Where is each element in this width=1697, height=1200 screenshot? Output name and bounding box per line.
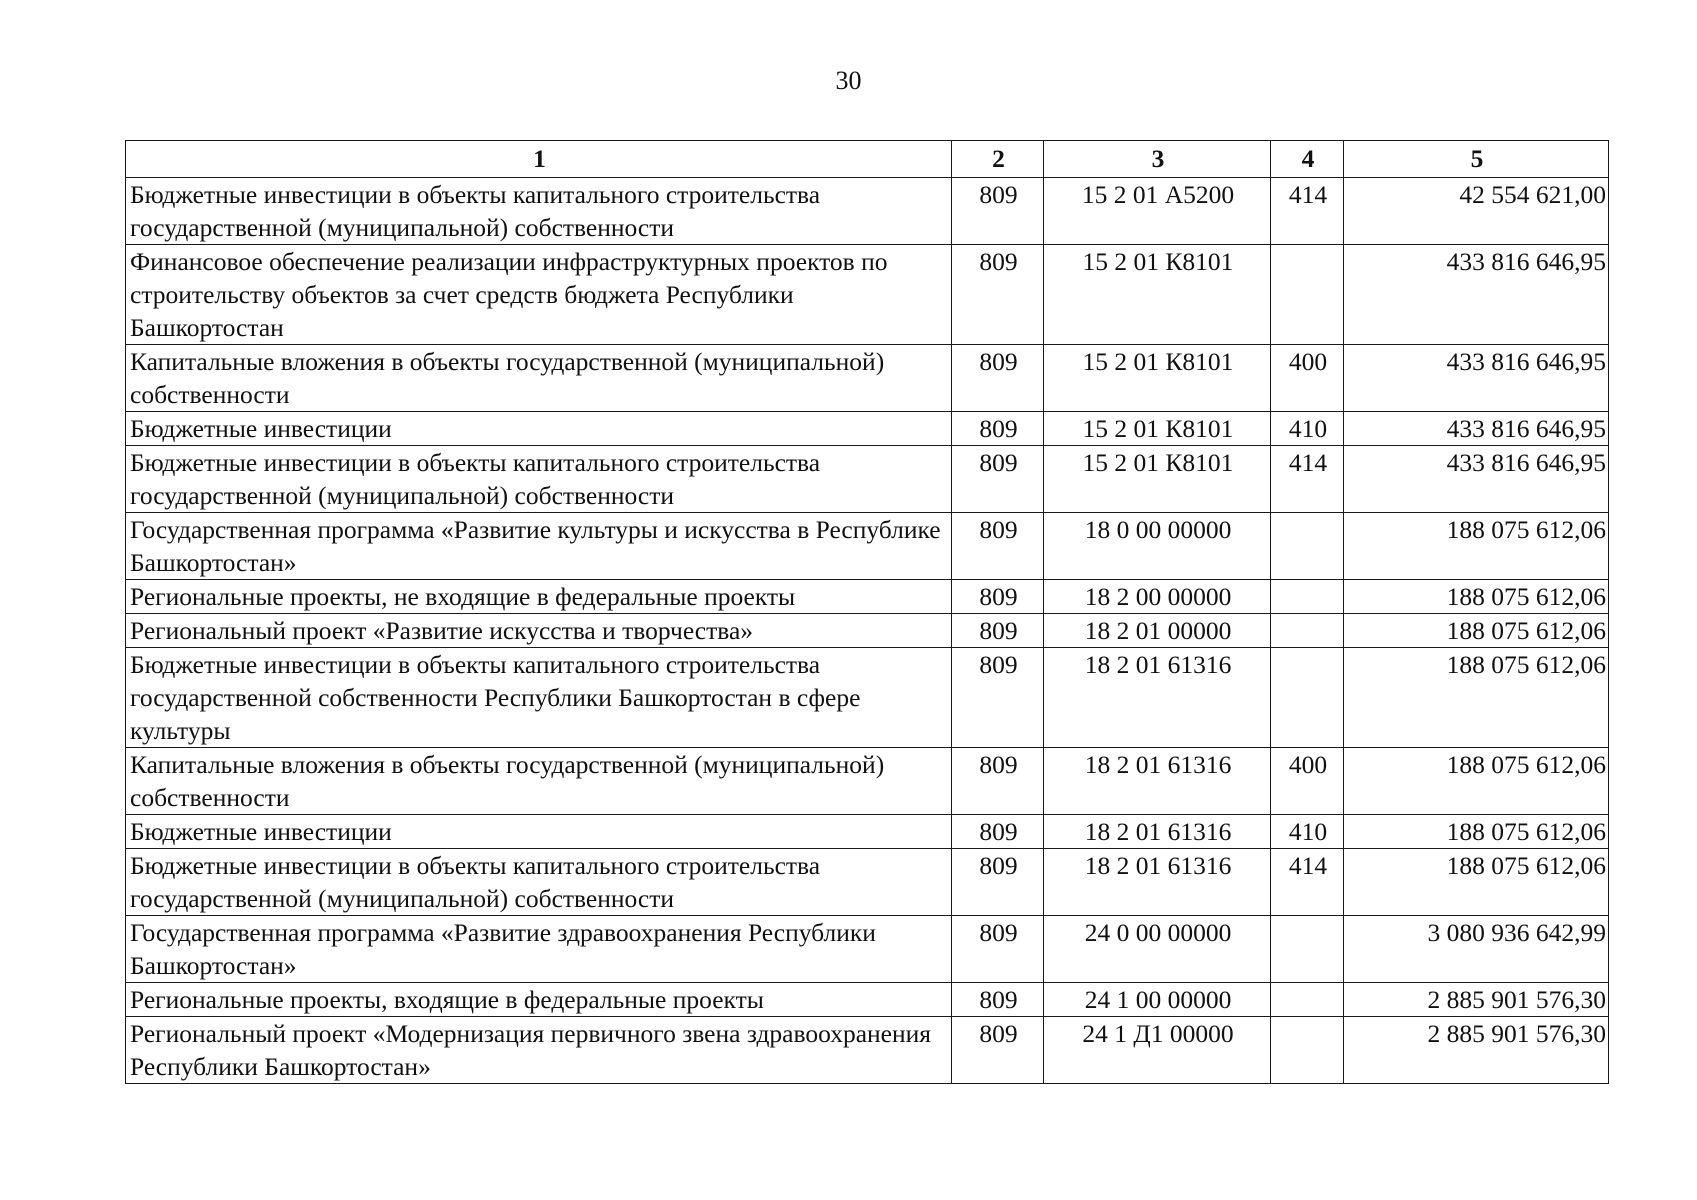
row-name-cell: Региональные проекты, входящие в федеральные проекты — [126, 983, 952, 1017]
row-vr-cell: 414 — [1271, 446, 1344, 513]
table-row — [126, 178, 1609, 245]
row-ved-cell: 809 — [952, 748, 1044, 815]
row-sum-cell: 188 075 612,06 — [1344, 748, 1609, 815]
header-col-3: 3 — [1044, 141, 1271, 178]
row-name-cell: Государственная программа «Развитие здравоохранения Республики Башкортостан» — [126, 916, 952, 983]
row-sum-cell: 188 075 612,06 — [1344, 513, 1609, 580]
row-sum-cell: 433 816 646,95 — [1344, 345, 1609, 412]
header-col-2: 2 — [952, 141, 1044, 178]
table-row — [126, 614, 1609, 648]
row-sum-cell: 3 080 936 642,99 — [1344, 916, 1609, 983]
row-vr-cell — [1271, 1017, 1344, 1084]
row-sum-cell: 188 075 612,06 — [1344, 815, 1609, 849]
row-sum-cell: 433 816 646,95 — [1344, 245, 1609, 345]
row-sum-cell: 42 554 621,00 — [1344, 178, 1609, 245]
row-csr-cell: 15 2 01 К8101 — [1044, 245, 1271, 345]
table-row — [126, 345, 1609, 412]
row-vr-cell — [1271, 916, 1344, 983]
row-sum-cell: 433 816 646,95 — [1344, 412, 1609, 446]
row-ved-cell: 809 — [952, 916, 1044, 983]
row-vr-cell: 414 — [1271, 849, 1344, 916]
row-ved-cell: 809 — [952, 648, 1044, 748]
row-csr-cell: 18 2 00 00000 — [1044, 580, 1271, 614]
table-row — [126, 446, 1609, 513]
row-vr-cell — [1271, 614, 1344, 648]
table-row — [126, 983, 1609, 1017]
table-row — [126, 580, 1609, 614]
row-ved-cell: 809 — [952, 815, 1044, 849]
table-row — [126, 1017, 1609, 1084]
row-csr-cell: 24 0 00 00000 — [1044, 916, 1271, 983]
row-ved-cell: 809 — [952, 446, 1044, 513]
table-row — [126, 245, 1609, 345]
table-row — [126, 513, 1609, 580]
row-vr-cell — [1271, 245, 1344, 345]
row-ved-cell: 809 — [952, 983, 1044, 1017]
row-csr-cell: 18 2 01 61316 — [1044, 849, 1271, 916]
header-col-5: 5 — [1344, 141, 1609, 178]
row-ved-cell: 809 — [952, 345, 1044, 412]
header-col-1: 1 — [126, 141, 952, 178]
row-name-cell: Финансовое обеспечение реализации инфраструктурных проектов по строительству объектов за счет средств бюджета Республики Башкортостан — [126, 245, 952, 345]
row-name-cell: Бюджетные инвестиции в объекты капитального строительства государственной (муниципальной) собственности — [126, 446, 952, 513]
row-vr-cell — [1271, 648, 1344, 748]
row-vr-cell: 400 — [1271, 748, 1344, 815]
row-vr-cell: 410 — [1271, 412, 1344, 446]
table-row — [126, 815, 1609, 849]
row-name-cell: Бюджетные инвестиции — [126, 412, 952, 446]
table-row — [126, 916, 1609, 983]
row-name-cell: Региональный проект «Развитие искусства и творчества» — [126, 614, 952, 648]
row-vr-cell: 414 — [1271, 178, 1344, 245]
row-csr-cell: 15 2 01 А5200 — [1044, 178, 1271, 245]
row-csr-cell: 15 2 01 К8101 — [1044, 412, 1271, 446]
row-csr-cell: 18 2 01 61316 — [1044, 815, 1271, 849]
table-row — [126, 648, 1609, 748]
row-ved-cell: 809 — [952, 245, 1044, 345]
row-csr-cell: 15 2 01 К8101 — [1044, 345, 1271, 412]
row-csr-cell: 18 2 01 00000 — [1044, 614, 1271, 648]
row-ved-cell: 809 — [952, 178, 1044, 245]
row-csr-cell: 15 2 01 К8101 — [1044, 446, 1271, 513]
row-csr-cell: 24 1 00 00000 — [1044, 983, 1271, 1017]
row-vr-cell — [1271, 983, 1344, 1017]
row-name-cell: Бюджетные инвестиции в объекты капитального строительства государственной (муниципальной) собственности — [126, 849, 952, 916]
table-body — [126, 178, 1609, 1084]
row-sum-cell: 188 075 612,06 — [1344, 614, 1609, 648]
row-csr-cell: 18 2 01 61316 — [1044, 748, 1271, 815]
row-sum-cell: 2 885 901 576,30 — [1344, 1017, 1609, 1084]
row-csr-cell: 18 0 00 00000 — [1044, 513, 1271, 580]
row-ved-cell: 809 — [952, 580, 1044, 614]
row-name-cell: Региональный проект «Модернизация первичного звена здравоохранения Республики Башкортостан» — [126, 1017, 952, 1084]
row-vr-cell: 410 — [1271, 815, 1344, 849]
row-vr-cell: 400 — [1271, 345, 1344, 412]
row-csr-cell: 24 1 Д1 00000 — [1044, 1017, 1271, 1084]
table-row — [126, 849, 1609, 916]
row-name-cell: Капитальные вложения в объекты государственной (муниципальной) собственности — [126, 748, 952, 815]
row-ved-cell: 809 — [952, 412, 1044, 446]
row-vr-cell — [1271, 513, 1344, 580]
row-name-cell: Бюджетные инвестиции — [126, 815, 952, 849]
row-sum-cell: 188 075 612,06 — [1344, 849, 1609, 916]
row-name-cell: Бюджетные инвестиции в объекты капитального строительства государственной (муниципальной) собственности — [126, 178, 952, 245]
row-name-cell: Бюджетные инвестиции в объекты капитального строительства государственной собственности Республики Башкортостан в сфере культуры — [126, 648, 952, 748]
row-sum-cell: 433 816 646,95 — [1344, 446, 1609, 513]
table-row — [126, 412, 1609, 446]
table-row — [126, 748, 1609, 815]
row-ved-cell: 809 — [952, 513, 1044, 580]
row-sum-cell: 2 885 901 576,30 — [1344, 983, 1609, 1017]
row-ved-cell: 809 — [952, 1017, 1044, 1084]
row-csr-cell: 18 2 01 61316 — [1044, 648, 1271, 748]
row-vr-cell — [1271, 580, 1344, 614]
header-row — [126, 141, 1609, 178]
row-sum-cell: 188 075 612,06 — [1344, 580, 1609, 614]
header-col-4: 4 — [1271, 141, 1344, 178]
row-name-cell: Государственная программа «Развитие культуры и искусства в Республике Башкортостан» — [126, 513, 952, 580]
page-number: 30 — [835, 66, 862, 95]
row-sum-cell: 188 075 612,06 — [1344, 648, 1609, 748]
row-name-cell: Региональные проекты, не входящие в федеральные проекты — [126, 580, 952, 614]
row-ved-cell: 809 — [952, 849, 1044, 916]
row-name-cell: Капитальные вложения в объекты государственной (муниципальной) собственности — [126, 345, 952, 412]
budget-table — [125, 140, 1609, 1084]
row-ved-cell: 809 — [952, 614, 1044, 648]
